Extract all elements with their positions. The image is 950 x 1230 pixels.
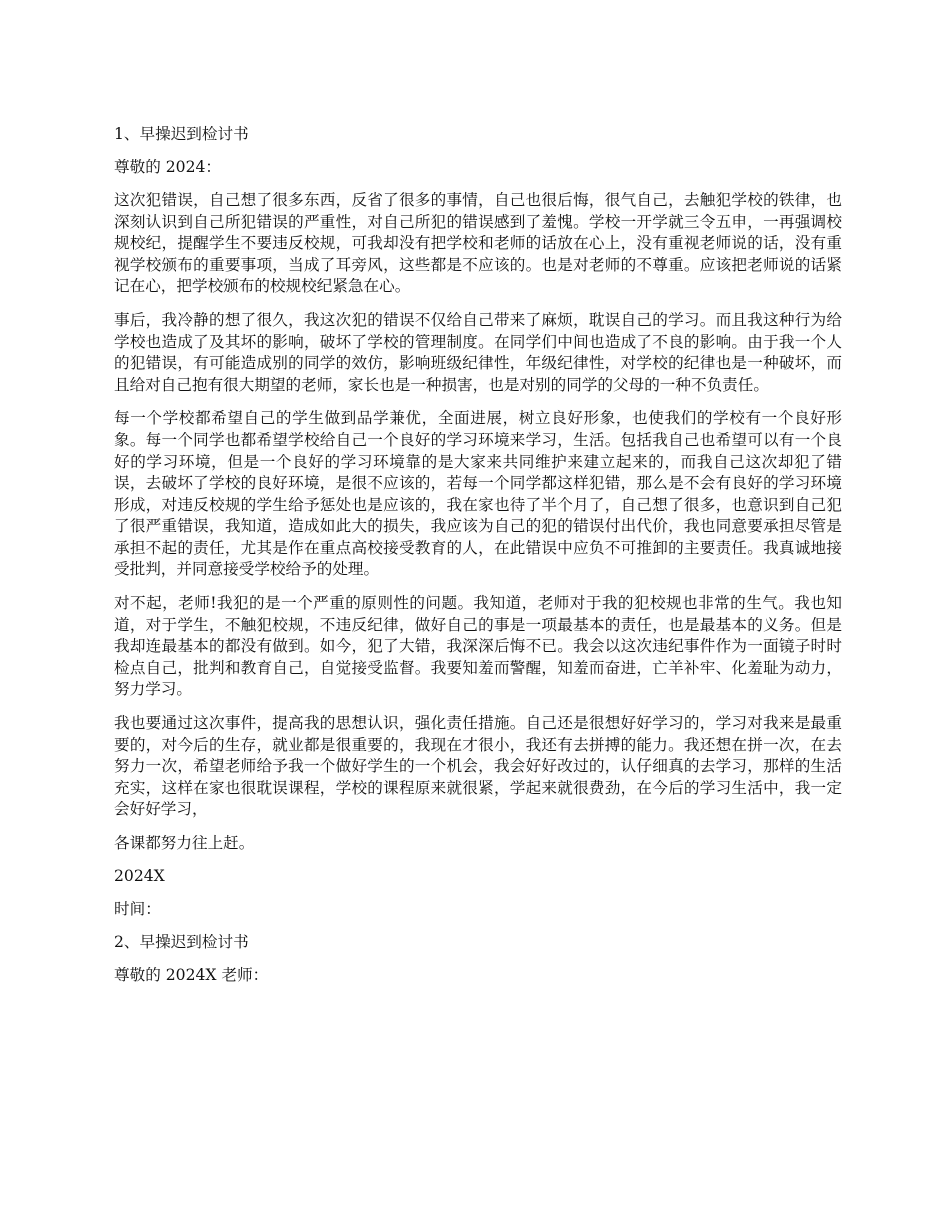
- time-label: 时间：: [114, 899, 161, 918]
- paragraph-5: 我也要通过这次事件，提高我的思想认识，强化责任措施。自己还是很想好好学习的，学习对我来是最重要的，对今后的生存，就业都是很重要的，我现在才很小，我还有去拼搏的能力。我还想在拼一次，在去努力一次，希望老师给予我一个做好学生的一个机会，我会好好改过的，认仔细真的去学习，那样的生活充实，这样在家也很耽误课程，学校的课程原来就很紧，学起来就很费劲，在今后的学习生活中，我一定会好好学习，: [114, 714, 842, 819]
- paragraph-4: 对不起，老师!我犯的是一个严重的原则性的问题。我知道，老师对于我的犯校规也非常的生气。我也知道，对于学生，不触犯校规，不违反纪律，做好自己的事是一项最基本的责任，也是最基本的义务。但是我却连最基本的都没有做到。如今，犯了大错，我深深后悔不已。我会以这次违纪事件作为一面镜子时时检点自己，批判和教育自己，自觉接受监督。我要知羞而警醒，知羞而奋进，亡羊补牢、化羞耻为动力，努力学习。: [114, 594, 842, 699]
- document-body: [114, 124, 842, 998]
- paragraph-3: 每一个学校都希望自己的学生做到品学兼优，全面进展，树立良好形象，也使我们的学校有一个良好形象。每一个同学也都希望学校给自己一个良好的学习环境来学习，生活。包括我自己也希望可以有一个良好的学习环境，但是一个良好的学习环境靠的是大家来共同维护来建立起来的，而我自己这次却犯了错误，去破坏了学校的良好环境，是很不应该的，若每一个同学都这样犯错，那么是不会有良好的学习环境形成，对违反校规的学生给予惩处也是应该的，我在家也待了半个月了，自己想了很多，也意识到自己犯了很严重错误，我知道，造成如此大的损失，我应该为自己的犯的错误付出代价，我也同意要承担尽管是承担不起的责任，尤其是作在重点高校接受教育的人，在此错误中应负不可推卸的主要责任。我真诚地接受批判，并同意接受学校给予的处理。: [114, 409, 842, 579]
- section-heading-2: 2、早操迟到检讨书: [114, 932, 249, 951]
- salutation-2: 尊敬的 2024X 老师：: [114, 965, 269, 984]
- signature: 2024X: [114, 866, 165, 885]
- paragraph-2: 事后，我冷静的想了很久，我这次犯的错误不仅给自己带来了麻烦，耽误自己的学习。而且我这种行为给学校也造成了及其坏的影响，破坏了学校的管理制度。在同学们中间也造成了不良的影响。由于我一个人的犯错误，有可能造成别的同学的效仿，影响班级纪律性，年级纪律性，对学校的纪律也是一种破坏，而且给对自己抱有很大期望的老师，家长也是一种损害，也是对别的同学的父母的一种不负责任。: [114, 310, 842, 394]
- paragraph-1: 这次犯错误，自己想了很多东西，反省了很多的事情，自己也很后悔，很气自己，去触犯学校的铁律，也深刻认识到自己所犯错误的严重性，对自己所犯的错误感到了羞愧。学校一开学就三令五申，一再强调校规校纪，提醒学生不要违反校规，可我却没有把学校和老师的话放在心上，没有重视老师说的话，没有重视学校颁布的重要事项，当成了耳旁风，这些都是不应该的。也是对老师的不尊重。应该把老师说的话紧记在心，把学校颁布的校规校纪紧急在心。: [114, 190, 842, 296]
- section-heading-1: 1、早操迟到检讨书: [114, 125, 249, 143]
- salutation-1: 尊敬的 2024：: [114, 157, 222, 176]
- closing-line: 各课都努力往上赶。: [114, 834, 255, 852]
